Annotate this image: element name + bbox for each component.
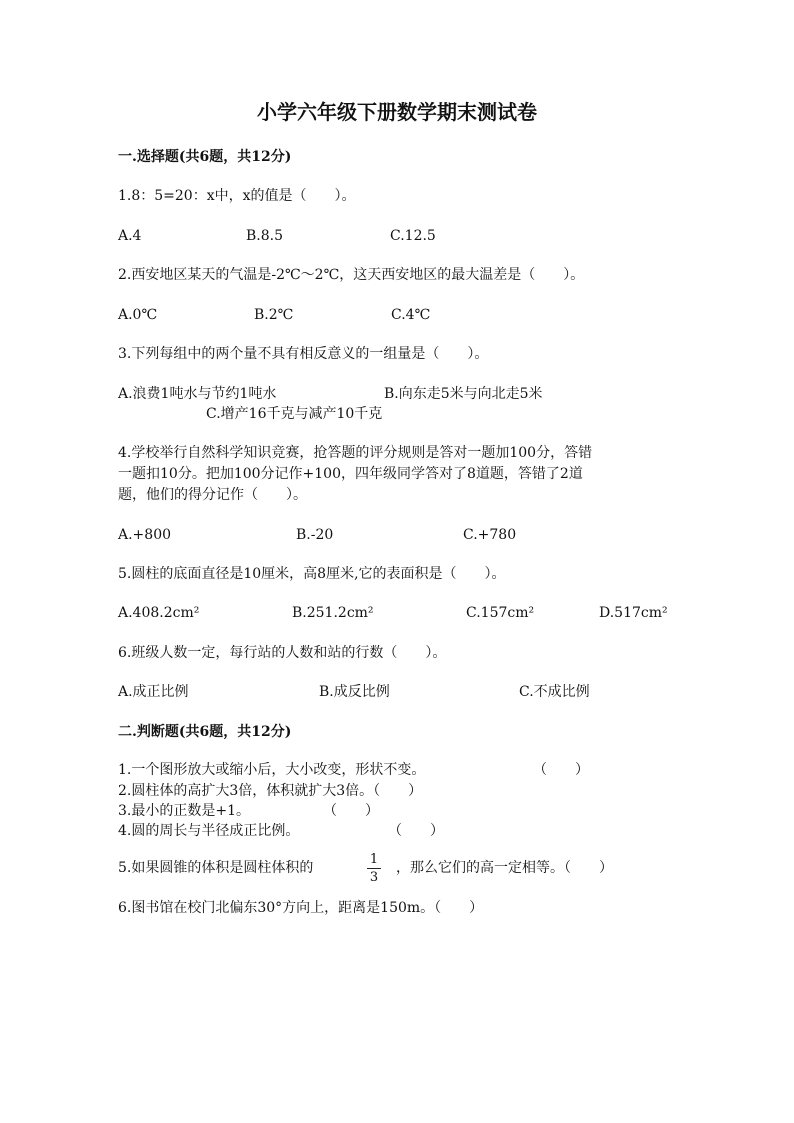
fraction-bar <box>367 868 381 869</box>
q4-stem-line3: 题，他们的得分记作（ ）。 <box>118 487 307 503</box>
page-title: 小学六年级下册数学期末测试卷 <box>257 100 537 124</box>
q5-option-b: B.251.2cm² <box>292 605 374 621</box>
section2-heading: 二.判断题(共6题，共12分) <box>118 724 292 740</box>
q2-option-c: C.4℃ <box>391 307 431 323</box>
q6-option-c: C.不成比例 <box>519 684 590 700</box>
judge5-text-before: 5.如果圆锥的体积是圆柱体积的 <box>118 860 314 876</box>
q2-stem: 2.西安地区某天的气温是-2℃～2℃，这天西安地区的最大温差是（ ）。 <box>118 267 585 283</box>
q2-option-b: B.2℃ <box>254 307 294 323</box>
q5-option-d: D.517cm² <box>599 605 668 621</box>
judge1-text: 1.一个图形放大或缩小后，大小改变，形状不变。 <box>118 762 426 778</box>
q2-option-a: A.0℃ <box>118 307 158 323</box>
judge1-paren: （ ） <box>533 762 589 778</box>
judge4-text: 4.圆的周长与半径成正比例。 <box>118 823 300 839</box>
section1-heading: 一.选择题(共6题，共12分) <box>118 149 292 165</box>
q5-stem: 5.圆柱的底面直径是10厘米，高8厘米,它的表面积是（ ）。 <box>118 566 506 582</box>
q4-stem-line2: 一题扣10分。把加100分记作+100，四年级同学答对了8道题，答错了2道 <box>118 466 583 482</box>
judge5-text-after: ，那么它们的高一定相等。（ ） <box>396 860 613 876</box>
q6-option-b: B.成反比例 <box>319 684 390 700</box>
q1-stem: 1.8：5=20：x中，x的值是（ ）。 <box>118 188 356 204</box>
q3-stem: 3.下列每组中的两个量不具有相反意义的一组量是（ ）。 <box>118 346 489 362</box>
q4-option-c: C.+780 <box>463 527 517 543</box>
q1-option-b: B.8.5 <box>246 228 284 244</box>
q4-stem-line1: 4.学校举行自然科学知识竞赛，抢答题的评分规则是答对一题加100分，答错 <box>118 445 593 461</box>
judge5-fraction <box>367 852 381 885</box>
q6-stem: 6.班级人数一定，每行站的人数和站的行数（ ）。 <box>118 645 447 661</box>
judge3-paren: （ ） <box>323 803 379 819</box>
q4-option-b: B.-20 <box>296 527 334 543</box>
judge4-paren: （ ） <box>388 823 444 839</box>
q1-option-c: C.12.5 <box>390 228 436 244</box>
q6-option-a: A.成正比例 <box>118 684 189 700</box>
q1-option-a: A.4 <box>118 228 142 244</box>
judge2-text: 2.圆柱体的高扩大3倍，体积就扩大3倍。（ ） <box>118 783 423 799</box>
judge6-text: 6.图书馆在校门北偏东30°方向上，距离是150m。（ ） <box>118 900 484 916</box>
fraction-numerator: 1 <box>369 852 379 867</box>
q4-option-a: A.+800 <box>118 527 172 543</box>
q3-option-b: B.向东走5米与向北走5米 <box>384 386 543 402</box>
judge3-text: 3.最小的正数是+1。 <box>118 803 250 819</box>
q3-option-a: A.浪费1吨水与节约1吨水 <box>118 386 277 402</box>
q5-option-a: A.408.2cm² <box>118 605 200 621</box>
q3-option-c: C.增产16千克与减产10千克 <box>206 406 383 422</box>
fraction-denominator: 3 <box>369 870 379 885</box>
q5-option-c: C.157cm² <box>466 605 535 621</box>
